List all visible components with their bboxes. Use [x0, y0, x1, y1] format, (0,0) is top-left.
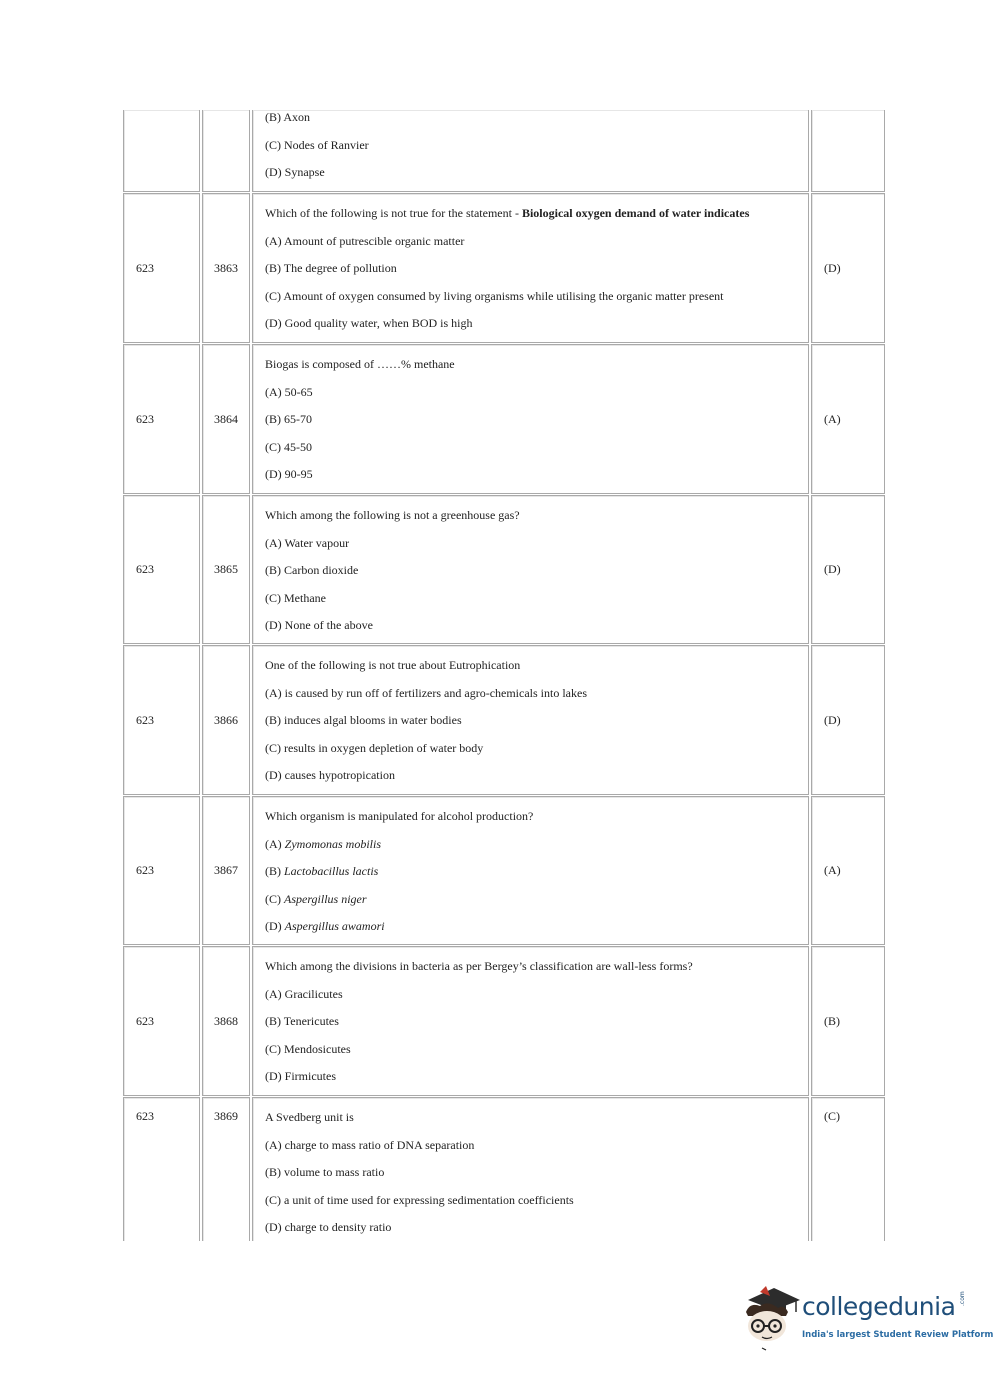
question-id: 3863: [214, 260, 238, 275]
question-cell: [252, 344, 809, 494]
collegedunia-logo: [740, 1282, 994, 1352]
option-c: (C) 45-50: [265, 439, 312, 454]
answer: (D): [824, 712, 841, 727]
option-d: (D) Synapse: [265, 165, 325, 180]
option-a: (A) 50-65: [265, 384, 313, 399]
option-d: (D) None of the above: [265, 618, 373, 633]
answer-cell: [811, 645, 885, 795]
qno-cell: [123, 110, 200, 192]
option-a: (A) is caused by run off of fertilizers and agro-chemicals into lakes: [265, 685, 587, 700]
qno: 623: [136, 562, 154, 576]
option-d: (D) Firmicutes: [265, 1069, 336, 1084]
qno-cell: [123, 344, 200, 494]
question-id: 3866: [214, 712, 238, 727]
id-cell: [202, 344, 250, 494]
qno-cell: [123, 495, 200, 644]
option-c: (C) Aspergillus niger: [265, 891, 367, 906]
option-a: (A) Zymomonas mobilis: [265, 836, 382, 851]
organism-name: Aspergillus niger: [284, 891, 367, 906]
option-c: (C) Amount of oxygen consumed by living organisms while utilising the organic matter present: [265, 288, 724, 303]
question-id: 3869: [214, 1109, 238, 1123]
option-b: (B) Carbon dioxide: [265, 563, 359, 578]
option-d: (D) Aspergillus awamori: [265, 919, 385, 934]
question-cell: [252, 796, 809, 945]
question-cell: [252, 946, 809, 1096]
option-a: (A) Water vapour: [265, 535, 350, 550]
table-row: [123, 193, 885, 343]
answer-cell: [811, 495, 885, 644]
logo-tagline: India's largest Student Review Platform: [802, 1330, 994, 1340]
option-b: (B) 65-70: [265, 412, 312, 427]
question-cell: [252, 645, 809, 795]
table-row: [123, 1097, 885, 1241]
table-row: [123, 645, 885, 795]
qno: 623: [136, 1013, 154, 1028]
option-b: (B) volume to mass ratio: [265, 1165, 385, 1180]
id-cell: [202, 946, 250, 1096]
qno-cell: [123, 796, 200, 945]
id-cell: [202, 796, 250, 945]
table-row: [123, 344, 885, 494]
option-c: (C) Mendosicutes: [265, 1041, 351, 1056]
table-row: [123, 110, 885, 192]
option-c: (C) Nodes of Ranvier: [265, 137, 369, 152]
option-a: (A) Amount of putrescible organic matter: [265, 233, 465, 248]
question-text: A Svedberg unit is: [265, 1110, 354, 1124]
question-text: Which among the following is not a greenhouse gas?: [265, 508, 520, 522]
organism-name: Lactobacillus lactis: [284, 864, 379, 879]
qno-cell: [123, 645, 200, 795]
option-c: (C) Methane: [265, 590, 326, 605]
answer: (A): [824, 411, 841, 426]
answer-cell: [811, 110, 885, 192]
option-a: (A) charge to mass ratio of DNA separation: [265, 1137, 475, 1152]
question-text: Which of the following is not true for the statement - Biological oxygen demand of water indicates: [265, 206, 750, 220]
qno: 623: [136, 1109, 154, 1123]
qno: 623: [136, 260, 154, 275]
option-b: (B) induces algal blooms in water bodies: [265, 713, 462, 728]
answer: (B): [824, 1013, 840, 1028]
question-bold-text: Biological oxygen demand of water indicates: [521, 206, 750, 220]
table-row: [123, 946, 885, 1096]
option-b: (B) Lactobacillus lactis: [265, 864, 379, 879]
organism-name: Aspergillus awamori: [284, 919, 385, 934]
answer-cell: [811, 1097, 885, 1241]
table-row: [123, 495, 885, 644]
answer-cell: [811, 193, 885, 343]
question-cell: [252, 193, 809, 343]
id-cell: [202, 110, 250, 192]
option-d: (D) Good quality water, when BOD is high: [265, 316, 473, 331]
answer-cell: [811, 344, 885, 494]
question-text: Which among the divisions in bacteria as per Bergey’s classification are wall-less forms?: [265, 959, 693, 973]
option-c: (C) results in oxygen depletion of water body: [265, 740, 484, 755]
question-id: 3865: [214, 562, 238, 576]
answer: (D): [824, 260, 841, 275]
option-b: (B) The degree of pollution: [265, 261, 397, 276]
question-text: Which organism is manipulated for alcohol production?: [265, 809, 534, 823]
qno: 623: [136, 863, 154, 877]
question-text: Biogas is composed of ……% methane: [265, 357, 455, 371]
qno-cell: [123, 946, 200, 1096]
id-cell: [202, 645, 250, 795]
qno-cell: [123, 193, 200, 343]
option-d: (D) 90-95: [265, 467, 313, 482]
question-id: 3867: [214, 863, 238, 877]
question-id: 3864: [214, 411, 238, 426]
question-id: 3868: [214, 1013, 238, 1028]
question-cell: [252, 495, 809, 644]
question-cell: [252, 1097, 809, 1241]
organism-name: Zymomonas mobilis: [284, 836, 382, 851]
id-cell: [202, 495, 250, 644]
mascot-icon: [740, 1282, 802, 1352]
qno: 623: [136, 712, 154, 727]
answer-cell: [811, 946, 885, 1096]
logo-suffix: .com: [959, 1291, 966, 1306]
answer-cell: [811, 796, 885, 945]
option-c: (C) a unit of time used for expressing sedimentation coefficients: [265, 1192, 574, 1207]
qno: 623: [136, 411, 154, 426]
option-b: (B) Tenericutes: [265, 1014, 339, 1029]
id-cell: [202, 193, 250, 343]
question-cell: [252, 110, 809, 192]
answer: (A): [824, 863, 841, 877]
logo-wordmark: collegedunia: [802, 1292, 956, 1321]
option-b: (B) Axon: [265, 110, 310, 124]
qno-cell: [123, 1097, 200, 1241]
id-cell: [202, 1097, 250, 1241]
answer: (C): [824, 1109, 840, 1123]
option-a: (A) Gracilicutes: [265, 986, 343, 1001]
option-d: (D) charge to density ratio: [265, 1220, 392, 1235]
answer: (D): [824, 562, 841, 576]
question-text: One of the following is not true about Eutrophication: [265, 658, 521, 672]
table-row: [123, 796, 885, 945]
option-d: (D) causes hypotropication: [265, 768, 395, 783]
